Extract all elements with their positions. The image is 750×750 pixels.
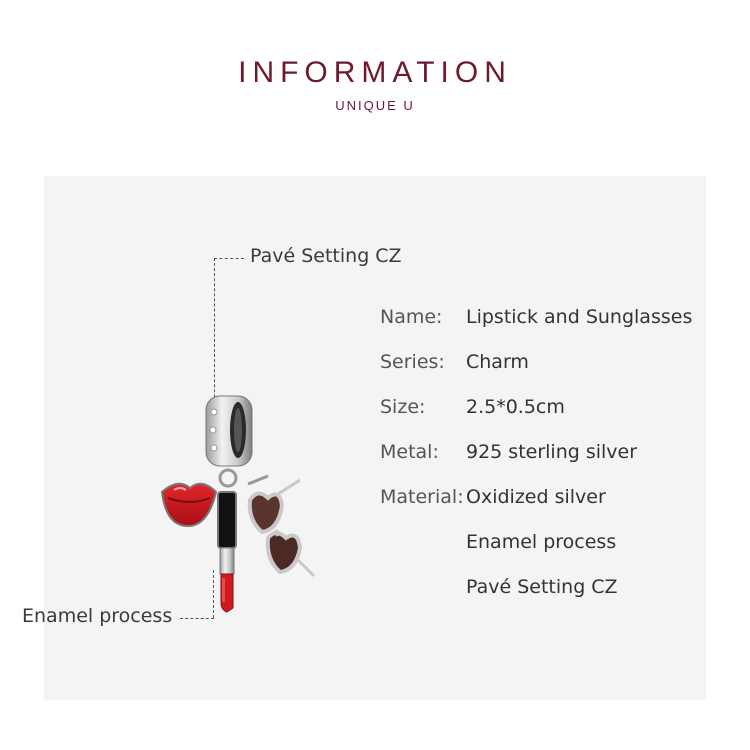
spec-value: 925 sterling silver (466, 441, 638, 463)
callout-enamel-process: Enamel process (22, 605, 173, 627)
spec-value: Pavé Setting CZ (466, 576, 618, 598)
spec-value: Charm (466, 351, 529, 373)
lipstick-icon (218, 492, 236, 612)
brand-subtitle: UNIQUE U (335, 98, 415, 113)
spec-value: Enamel process (466, 531, 617, 553)
spec-label: Size: (380, 396, 426, 418)
spec-value: Lipstick and Sunglasses (466, 306, 693, 328)
lips-icon (162, 484, 216, 526)
spec-value: Oxidized silver (466, 486, 606, 508)
spec-label: Series: (380, 351, 445, 373)
bead-icon (206, 396, 252, 466)
callout-leader-top-horizontal (214, 258, 244, 259)
charm-product-image (150, 380, 330, 650)
spec-value: 2.5*0.5cm (466, 396, 565, 418)
spec-label: Name: (380, 306, 443, 328)
callout-pave-setting: Pavé Setting CZ (250, 245, 402, 267)
page-title: INFORMATION (238, 56, 512, 89)
spec-label: Metal: (380, 441, 439, 463)
sunglasses-icon (248, 476, 314, 576)
spec-label: Material: (380, 486, 464, 508)
